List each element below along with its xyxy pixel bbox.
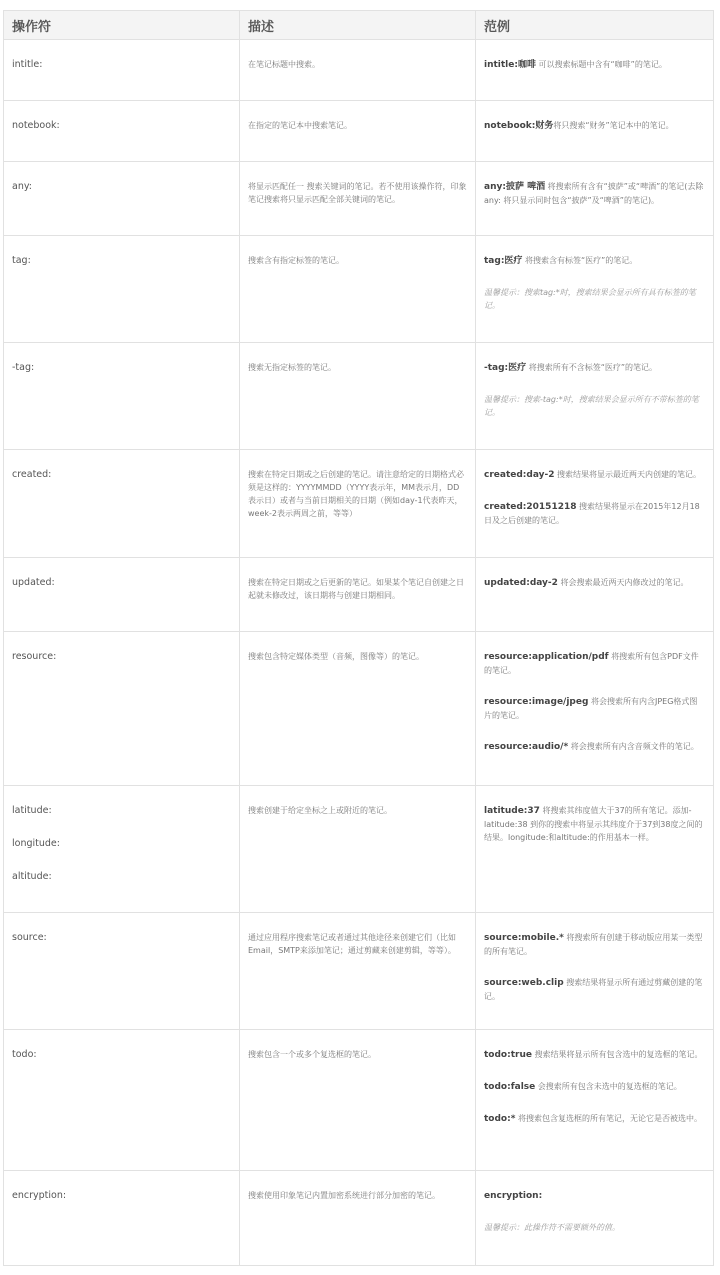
description-cell: 在指定的笔记本中搜索笔记。: [240, 101, 476, 162]
example-item: [484, 695, 705, 722]
description-cell: 搜索使用印象笔记内置加密系统进行部分加密的笔记。: [240, 1171, 476, 1266]
operator-name: created:: [12, 469, 52, 480]
operator-cell: [4, 786, 240, 913]
example-cell: [476, 632, 714, 786]
operator-name: tag:: [12, 255, 31, 266]
tip-note: 温馨提示：搜索-tag:*时，搜索结果会显示所有不带标签的笔记。: [484, 395, 699, 417]
table-row: [4, 913, 714, 1030]
example-text: 会搜索所有包含未选中的复选框的笔记。: [535, 1082, 682, 1091]
description-cell: 搜索无指定标签的笔记。: [240, 343, 476, 450]
example-cell: [476, 1030, 714, 1171]
operator-name: todo:: [12, 1049, 37, 1060]
example-item: [484, 180, 705, 207]
operator-cell: [4, 236, 240, 343]
description-cell: 搜索包含特定媒体类型（音频，图像等）的笔记。: [240, 632, 476, 786]
example-item: [484, 58, 705, 72]
table-body: [4, 40, 714, 1266]
example-code: resource:application/pdf: [484, 652, 609, 662]
search-operator-table: [3, 10, 714, 1266]
example-text: 搜索结果将显示所有通过剪藏创建的笔记。: [484, 978, 703, 1001]
example-text: 搜索结果将显示所有包含选中的复选框的笔记。: [531, 1050, 703, 1059]
example-code: source:web.clip: [484, 978, 564, 988]
operator-cell: [4, 101, 240, 162]
example-item: [484, 650, 705, 677]
table-row: [4, 786, 714, 913]
example-item: [484, 1080, 705, 1094]
description-cell: 搜索含有指定标签的笔记。: [240, 236, 476, 343]
table-row: [4, 450, 714, 558]
operator-cell: [4, 558, 240, 632]
example-code: resource:image/jpeg: [484, 697, 589, 707]
example-code: created:20151218: [484, 502, 577, 512]
example-text: 搜索结果将显示在2015年12月18日及之后创建的笔记。: [484, 502, 700, 525]
example-code: -tag:医疗: [484, 363, 527, 373]
operator-name: intitle:: [12, 59, 43, 70]
operator-name: source:: [12, 932, 47, 943]
table-row: [4, 1171, 714, 1266]
description-cell: 将显示匹配任一 搜索关键词的笔记。若不使用该操作符，印象笔记搜索将只显示匹配全部关键词的笔记。: [240, 162, 476, 236]
table-row: [4, 236, 714, 343]
example-text: 将会搜索所有内含JPEG格式图片的笔记。: [484, 697, 698, 720]
example-code: source:mobile.*: [484, 933, 564, 943]
example-cell: [476, 450, 714, 558]
description-cell: 在笔记标题中搜索。: [240, 40, 476, 101]
example-item: [484, 804, 705, 844]
header-description: 描述: [240, 11, 476, 40]
example-text: 将会搜索所有内含音频文件的笔记。: [568, 742, 699, 751]
example-cell: [476, 236, 714, 343]
operator-name: updated:: [12, 577, 55, 588]
header-example: 范例: [476, 11, 714, 40]
description-cell: 搜索创建于给定坐标之上或附近的笔记。: [240, 786, 476, 913]
operator-cell: [4, 632, 240, 786]
example-item: [484, 254, 705, 268]
example-code: created:day-2: [484, 470, 555, 480]
operator-name: latitude:: [12, 805, 52, 816]
description-cell: 搜索包含一个或多个复选框的笔记。: [240, 1030, 476, 1171]
operator-name: longitude:: [12, 838, 60, 849]
tip-note: 温馨提示：此操作符不需要额外的值。: [484, 1223, 620, 1232]
table-row: [4, 40, 714, 101]
description-cell: 搜索在特定日期或之后创建的笔记。请注意给定的日期格式必须是这样的：YYYYMMDD（YYYY表示年，MM表示月，DD表示日）或者与当前日期相关的日期（例如day-1代表昨天，week-2表示两周之前，等等）: [240, 450, 476, 558]
operator-name: any:: [12, 181, 32, 192]
example-code: notebook:财务: [484, 121, 554, 131]
example-text: 将搜索所有包含PDF文件的笔记。: [484, 652, 699, 675]
description-cell: 通过应用程序搜索笔记或者通过其他途径来创建它们（比如Email，SMTP来添加笔记；通过剪藏来创建剪辑，等等）。: [240, 913, 476, 1030]
example-text: 将搜索包含复选框的所有笔记，无论它是否被选中。: [515, 1114, 702, 1123]
example-text: 将会搜索最近两天内修改过的笔记。: [557, 578, 689, 587]
example-item: [484, 500, 705, 527]
example-text: 将搜索其纬度值大于37的所有笔记。添加-latitude:38 到你的搜索中将显示其纬度介于37到38度之间的结果。longitude:和altitude:的作用基本一样。: [484, 806, 703, 842]
example-code: any:披萨 啤酒: [484, 182, 546, 192]
operator-cell: [4, 162, 240, 236]
example-item: [484, 1048, 705, 1062]
example-cell: [476, 40, 714, 101]
example-item: [484, 468, 705, 482]
example-text: 将搜索所有创建于移动版应用某一类型的所有笔记。: [484, 933, 703, 956]
table-row: [4, 558, 714, 632]
example-code: encryption:: [484, 1191, 543, 1201]
operator-cell: [4, 913, 240, 1030]
example-code: latitude:37: [484, 806, 540, 816]
operator-cell: [4, 1171, 240, 1266]
example-text: 将搜索所有含有“披萨”或“啤酒”的笔记(去除any: 将只显示同时包含“披萨”及“啤酒”的笔记)。: [484, 182, 704, 205]
example-code: resource:audio/*: [484, 742, 569, 752]
table-row: [4, 101, 714, 162]
operator-cell: [4, 1030, 240, 1171]
table-row: [4, 343, 714, 450]
example-cell: [476, 101, 714, 162]
example-text: 将只搜索“财务”笔记本中的笔记。: [553, 121, 674, 130]
operator-table-container: [3, 10, 713, 1266]
example-item: [484, 119, 705, 133]
example-text: 搜索结果将显示最近两天内创建的笔记。: [554, 470, 702, 479]
operator-name: encryption:: [12, 1190, 67, 1201]
example-code: updated:day-2: [484, 578, 558, 588]
example-text: 将搜索所有不含标签“医疗”的笔记。: [526, 363, 657, 372]
header-operator: 操作符: [4, 11, 240, 40]
table-row: [4, 632, 714, 786]
example-item: [484, 1189, 705, 1203]
example-cell: [476, 343, 714, 450]
operator-cell: [4, 450, 240, 558]
operator-name: -tag:: [12, 362, 35, 373]
example-item: [484, 576, 705, 590]
example-cell: [476, 786, 714, 913]
operator-name: altitude:: [12, 871, 52, 882]
example-cell: [476, 558, 714, 632]
tip-note: 温馨提示：搜索tag:*时，搜索结果会显示所有具有标签的笔记。: [484, 288, 696, 310]
example-code: todo:true: [484, 1050, 532, 1060]
example-cell: [476, 1171, 714, 1266]
example-cell: [476, 913, 714, 1030]
example-item: [484, 1112, 705, 1126]
operator-name: resource:: [12, 651, 57, 662]
example-item: [484, 740, 705, 754]
operator-cell: [4, 40, 240, 101]
operator-cell: [4, 343, 240, 450]
example-cell: [476, 162, 714, 236]
example-text: 可以搜索标题中含有“咖啡”的笔记。: [535, 60, 667, 69]
example-item: [484, 976, 705, 1003]
example-code: todo:*: [484, 1114, 516, 1124]
table-row: [4, 1030, 714, 1171]
table-header-row: [4, 11, 714, 40]
example-text: 将搜索含有标签“医疗”的笔记。: [522, 256, 638, 265]
example-item: [484, 361, 705, 375]
example-code: intitle:咖啡: [484, 60, 536, 70]
example-item: [484, 931, 705, 958]
example-code: tag:医疗: [484, 256, 523, 266]
table-row: [4, 162, 714, 236]
operator-name: notebook:: [12, 120, 60, 131]
example-code: todo:false: [484, 1082, 536, 1092]
description-cell: 搜索在特定日期或之后更新的笔记。如果某个笔记自创建之日起就未修改过，该日期将与创建日期相同。: [240, 558, 476, 632]
